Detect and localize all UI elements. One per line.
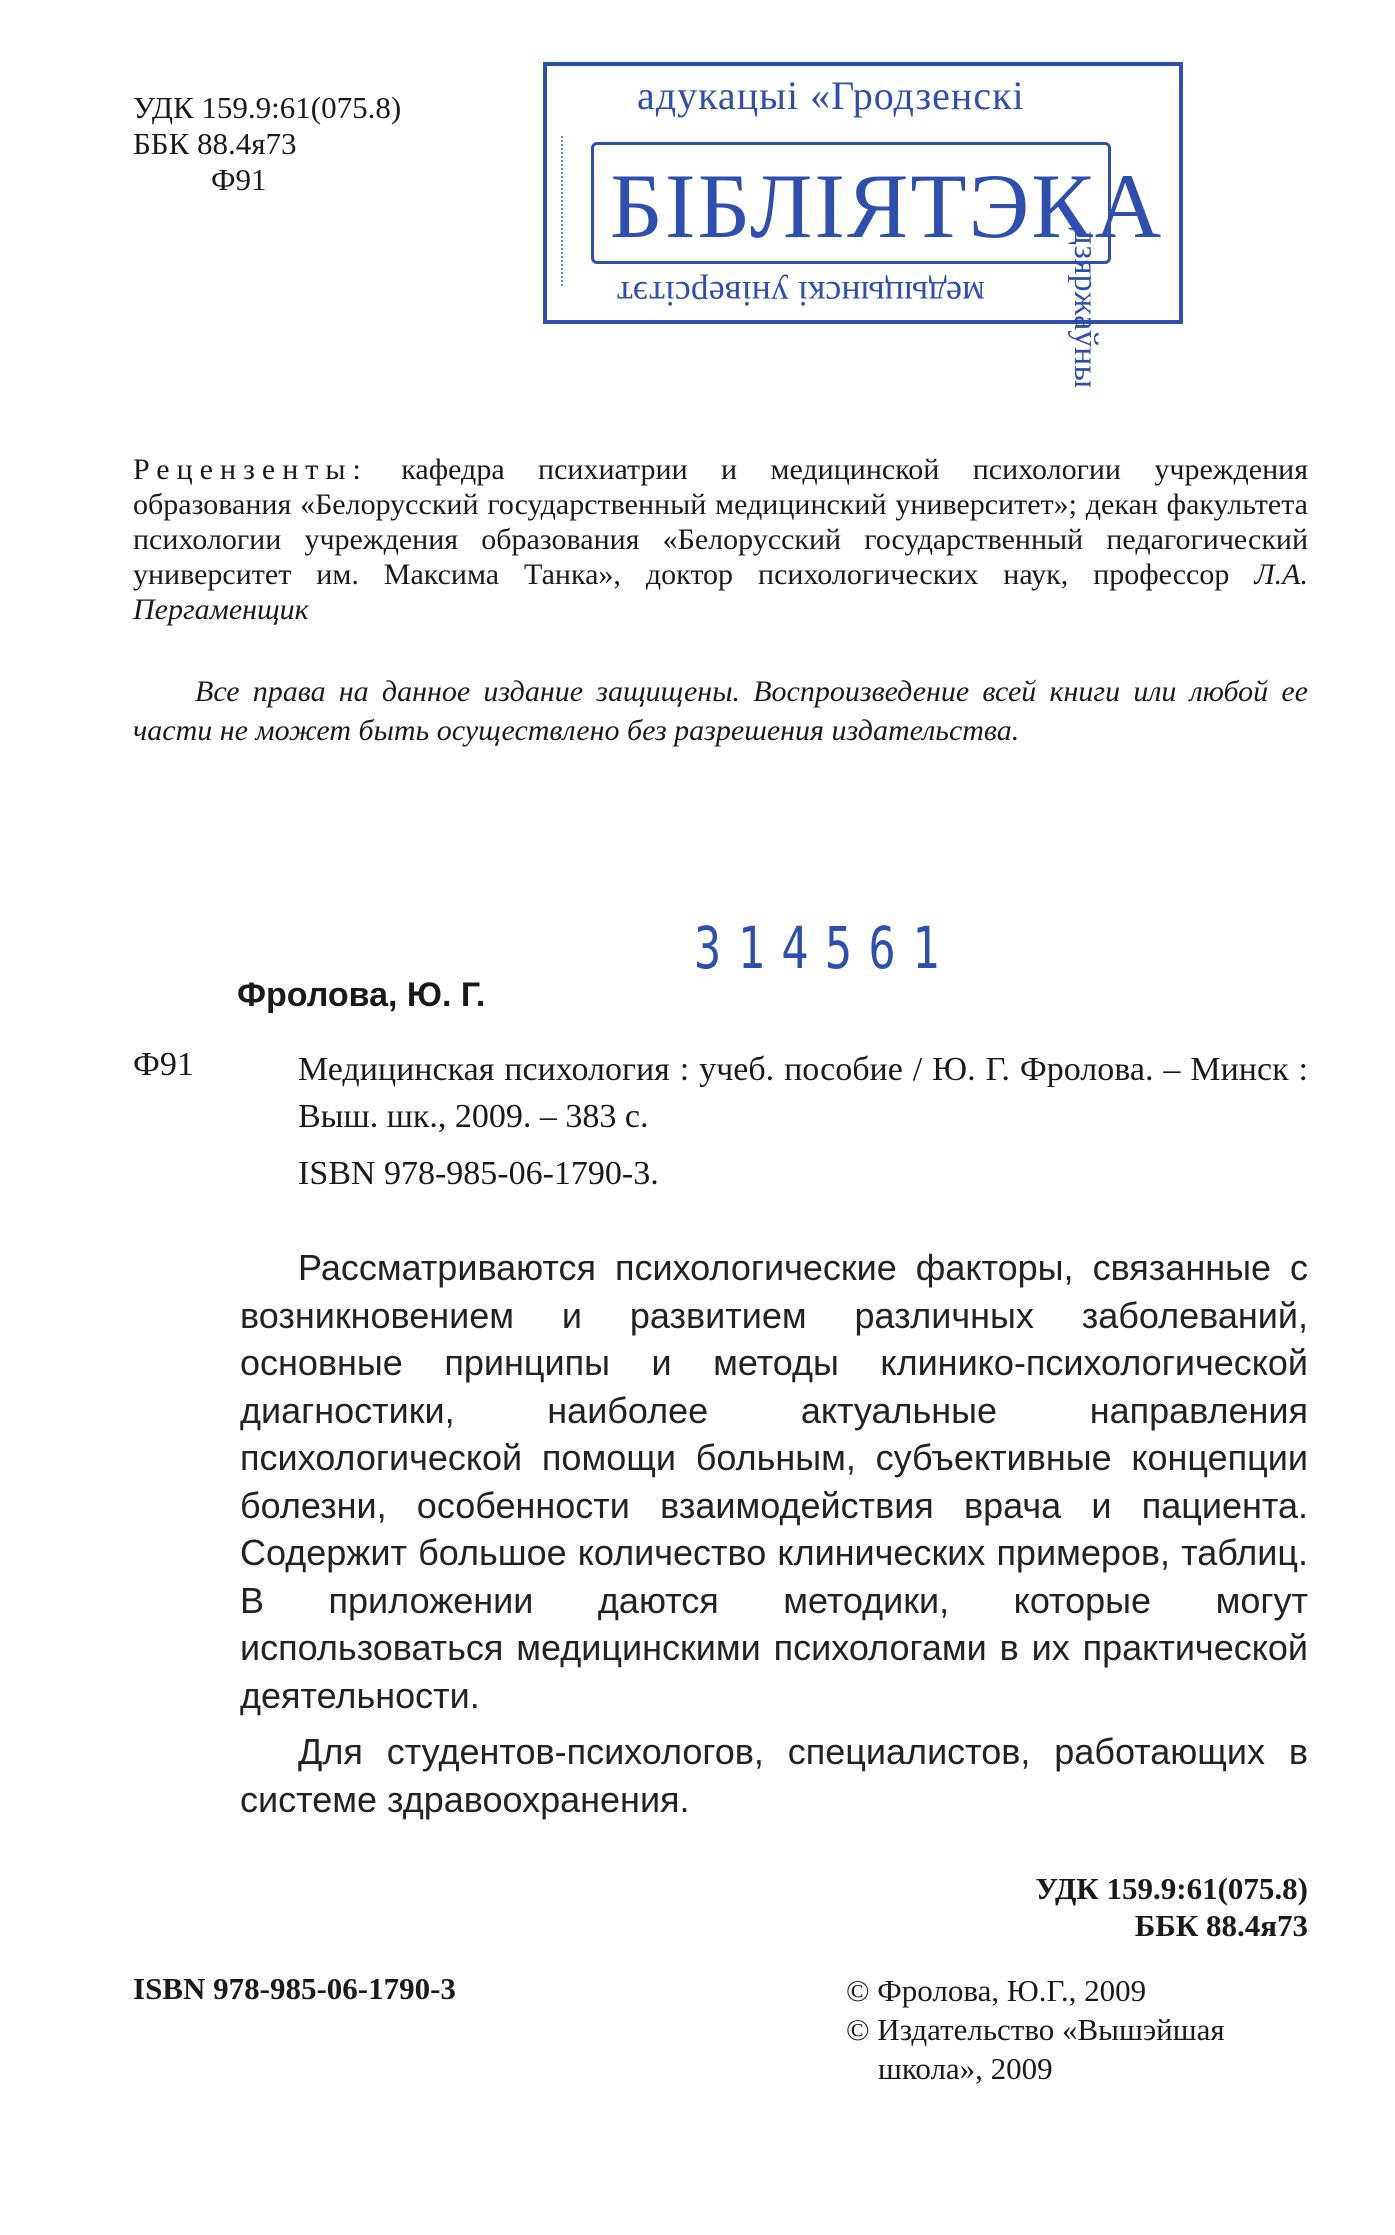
record-author: Фролова, Ю. Г. — [237, 976, 486, 1014]
bottom-classification-codes — [1035, 1870, 1308, 1944]
bibliographic-description: Медицинская психология : учеб. пособие / Ю. Г. Фролова. – Минск : Выш. шк., 2009. – 383 с. — [298, 1051, 1308, 1135]
bbk-code: ББК 88.4я73 — [133, 126, 297, 161]
bottom-udk-code: УДК 159.9:61(075.8) — [1035, 1871, 1308, 1906]
stamp-inner-frame — [591, 142, 1164, 264]
record-code: Ф91 — [133, 1046, 194, 1083]
reviewer-name: Л.А. Пергаменщик — [133, 558, 1308, 626]
bottom-isbn: ISBN 978-985-06-1790-3 — [133, 1971, 456, 2006]
copyright-block — [846, 1971, 1225, 2088]
top-classification-codes — [133, 90, 401, 198]
copyright-publisher: © Издательство «Вышэйшая — [846, 2012, 1225, 2047]
reviewers-text: кафедра психиатрии и медицинской психологии учреждения образования «Белорусский государственный медицинский университет»; декан факультета психологии учреждения образования «Белорусский государственный педагогический университет им. Максима Танка», доктор психологических наук, профессор — [133, 453, 1309, 591]
bottom-bbk-code: ББК 88.4я73 — [1134, 1908, 1308, 1943]
accession-number-stamp: 314561 — [694, 914, 956, 982]
stamp-right-text: дзяржаўны — [1067, 227, 1104, 389]
library-stamp — [543, 62, 1183, 389]
udk-code: УДК 159.9:61(075.8) — [133, 90, 402, 125]
stamp-bottom-text: медыцынскі універсітэт — [617, 274, 985, 314]
reviewers-label: Рецензенты: — [133, 453, 368, 486]
target-audience: Для студентов-психологов, специалистов, работающих в системе здравоохранения. — [240, 1731, 1308, 1820]
copyright-author: © Фролова, Ю.Г., 2009 — [846, 1973, 1147, 2008]
stamp-top-text: адукацыі «Гродзенскі — [637, 73, 1025, 118]
record-isbn: ISBN 978-985-06-1790-3. — [298, 1155, 659, 1192]
copyright-publisher-continued: школа», 2009 — [878, 2051, 1053, 2086]
author-mark: Ф91 — [211, 162, 267, 197]
reviewers-paragraph — [133, 452, 1308, 627]
rights-notice: Все права на данное издание защищены. Воспроизведение всей книги или любой ее части не может быть осуществлено без разрешения издательства. — [133, 675, 1308, 747]
stamp-left-border — [561, 136, 587, 286]
stamp-main-text: БІБЛІЯТЭКА — [610, 155, 1164, 257]
book-abstract: Рассматриваются психологические факторы, связанные с возникновением и развитием различных заболеваний, основные принципы и методы клинико-психологической диагностики, наиболее актуальные направления психологической помощи больным, субъективные концепции болезни, особенности взаимодействия врача и пациента. Содержит большое количество клинических примеров, таблиц. В приложении даются методики, которые могут использоваться медицинскими психологами в их практической деятельности. — [240, 1247, 1308, 1716]
